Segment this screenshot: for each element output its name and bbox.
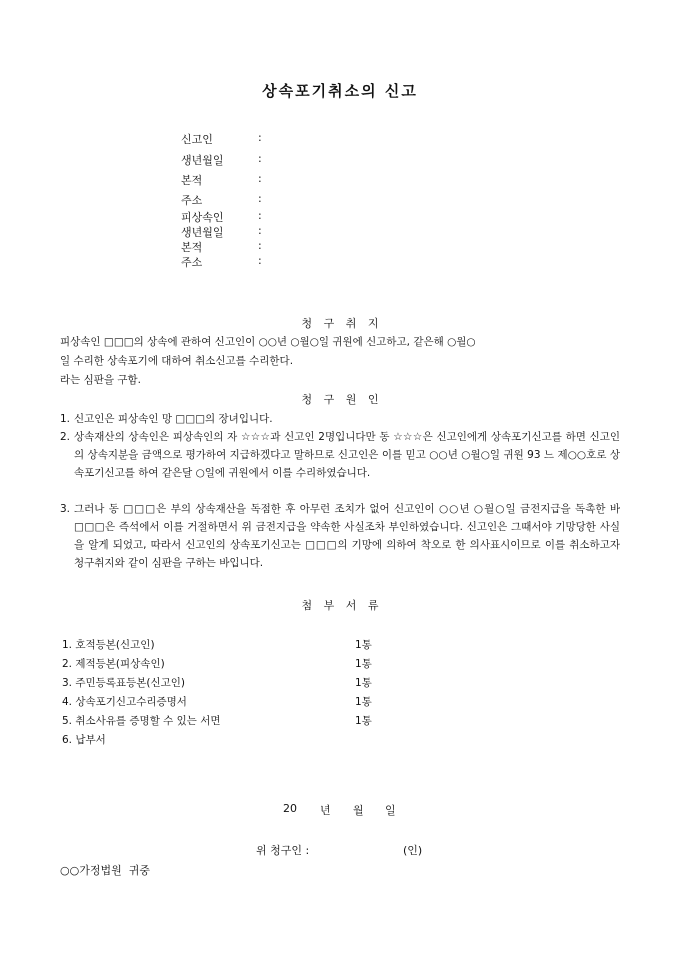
info-colon: : — [258, 209, 262, 222]
claim-cause-item — [60, 500, 620, 572]
info-colon: : — [258, 152, 262, 165]
claim-cause-text: 상속재산의 상속인은 피상속인의 자 ☆☆☆과 신고인 2명입니다만 동 ☆☆☆은 신고인에게 상속포기신고를 하면 신고인의 상속지분을 금액으로 평가하여 지급하겠다고 말하므로 신고인은 이를 믿고 ○○년 ○월○일 귀원 93 느 제○○호로 상속포기신고를 하여 같은달 ○일에 귀원에서 이를 수리하였습니다. — [74, 431, 620, 479]
info-colon: : — [258, 192, 262, 205]
info-label-applicant-address: 주소 — [181, 194, 203, 207]
date-month-unit: 월 — [353, 804, 364, 817]
info-label-decedent-address: 주소 — [181, 256, 203, 269]
document-title: 상속포기취소의 신고 — [262, 82, 418, 100]
claim-cause-item — [60, 428, 620, 482]
info-colon: : — [258, 239, 262, 252]
info-colon: : — [258, 254, 262, 267]
info-label-decedent-domicile: 본적 — [181, 241, 203, 254]
claim-purpose-line: 라는 심판을 구함. — [60, 374, 142, 386]
info-colon: : — [258, 172, 262, 185]
claim-cause-heading: 청 구 원 인 — [301, 393, 379, 406]
attachment-label: 1. 호적등본(신고인) — [62, 639, 155, 651]
attachment-label: 5. 취소사유를 증명할 수 있는 서면 — [62, 715, 221, 727]
claim-purpose-heading: 청 구 취 지 — [301, 317, 379, 330]
claim-cause-item — [60, 410, 620, 428]
claim-cause-number: 1. — [60, 413, 71, 425]
signature-label: 위 청구인 : — [256, 844, 310, 857]
claim-purpose-line: 일 수리한 상속포기에 대하여 취소신고를 수리한다. — [60, 355, 294, 367]
attachment-count: 1통 — [355, 696, 372, 708]
info-label-decedent-birth: 생년월일 — [181, 226, 224, 239]
claim-purpose-line: 피상속인 □□□의 상속에 관하여 신고인이 ○○년 ○월○일 귀원에 신고하고, 같은해 ○월○ — [60, 336, 476, 348]
attachment-count: 1통 — [355, 677, 372, 689]
info-colon: : — [258, 224, 262, 237]
attachment-label: 6. 납부서 — [62, 734, 106, 746]
info-label-decedent: 피상속인 — [181, 211, 224, 224]
claim-cause-text: 그러나 동 □□□은 부의 상속재산을 독점한 후 아무런 조치가 없어 신고인이 ○○년 ○월○일 금전지급을 독촉한 바 □□□은 즉석에서 이를 거절하면서 위 금전지급을 약속한 사실조차 부인하였습니다. 신고인은 그때서야 기망당한 사실을 알게 되었고, 따라서 신고인의 상속포기신고는 □□□의 기망에 의하여 착오로 한 의사표시이므로 이를 취소하고자 청구취지와 같이 심판을 구하는 바입니다. — [74, 503, 620, 569]
claim-cause-text: 신고인은 피상속인 망 □□□의 장녀입니다. — [74, 413, 273, 425]
info-label-applicant-birth: 생년월일 — [181, 154, 224, 167]
attachment-count: 1통 — [355, 715, 372, 727]
court-name: ○○가정법원 귀중 — [60, 864, 150, 877]
date-year: 20 — [283, 802, 297, 815]
attachment-count: 1통 — [355, 639, 372, 651]
claim-cause-number: 2. — [60, 431, 71, 443]
seal-mark: (인) — [403, 844, 423, 857]
attachment-label: 2. 제적등본(피상속인) — [62, 658, 165, 670]
claim-cause-number: 3. — [60, 503, 71, 515]
date-year-unit: 년 — [320, 804, 331, 817]
attachment-label: 4. 상속포기신고수리증명서 — [62, 696, 187, 708]
info-label-applicant: 신고인 — [181, 133, 213, 146]
date-day-unit: 일 — [385, 804, 396, 817]
attachment-count: 1통 — [355, 658, 372, 670]
info-colon: : — [258, 131, 262, 144]
attachment-label: 3. 주민등록표등본(신고인) — [62, 677, 185, 689]
attachments-heading: 첨 부 서 류 — [301, 599, 379, 612]
info-label-applicant-domicile: 본적 — [181, 174, 203, 187]
